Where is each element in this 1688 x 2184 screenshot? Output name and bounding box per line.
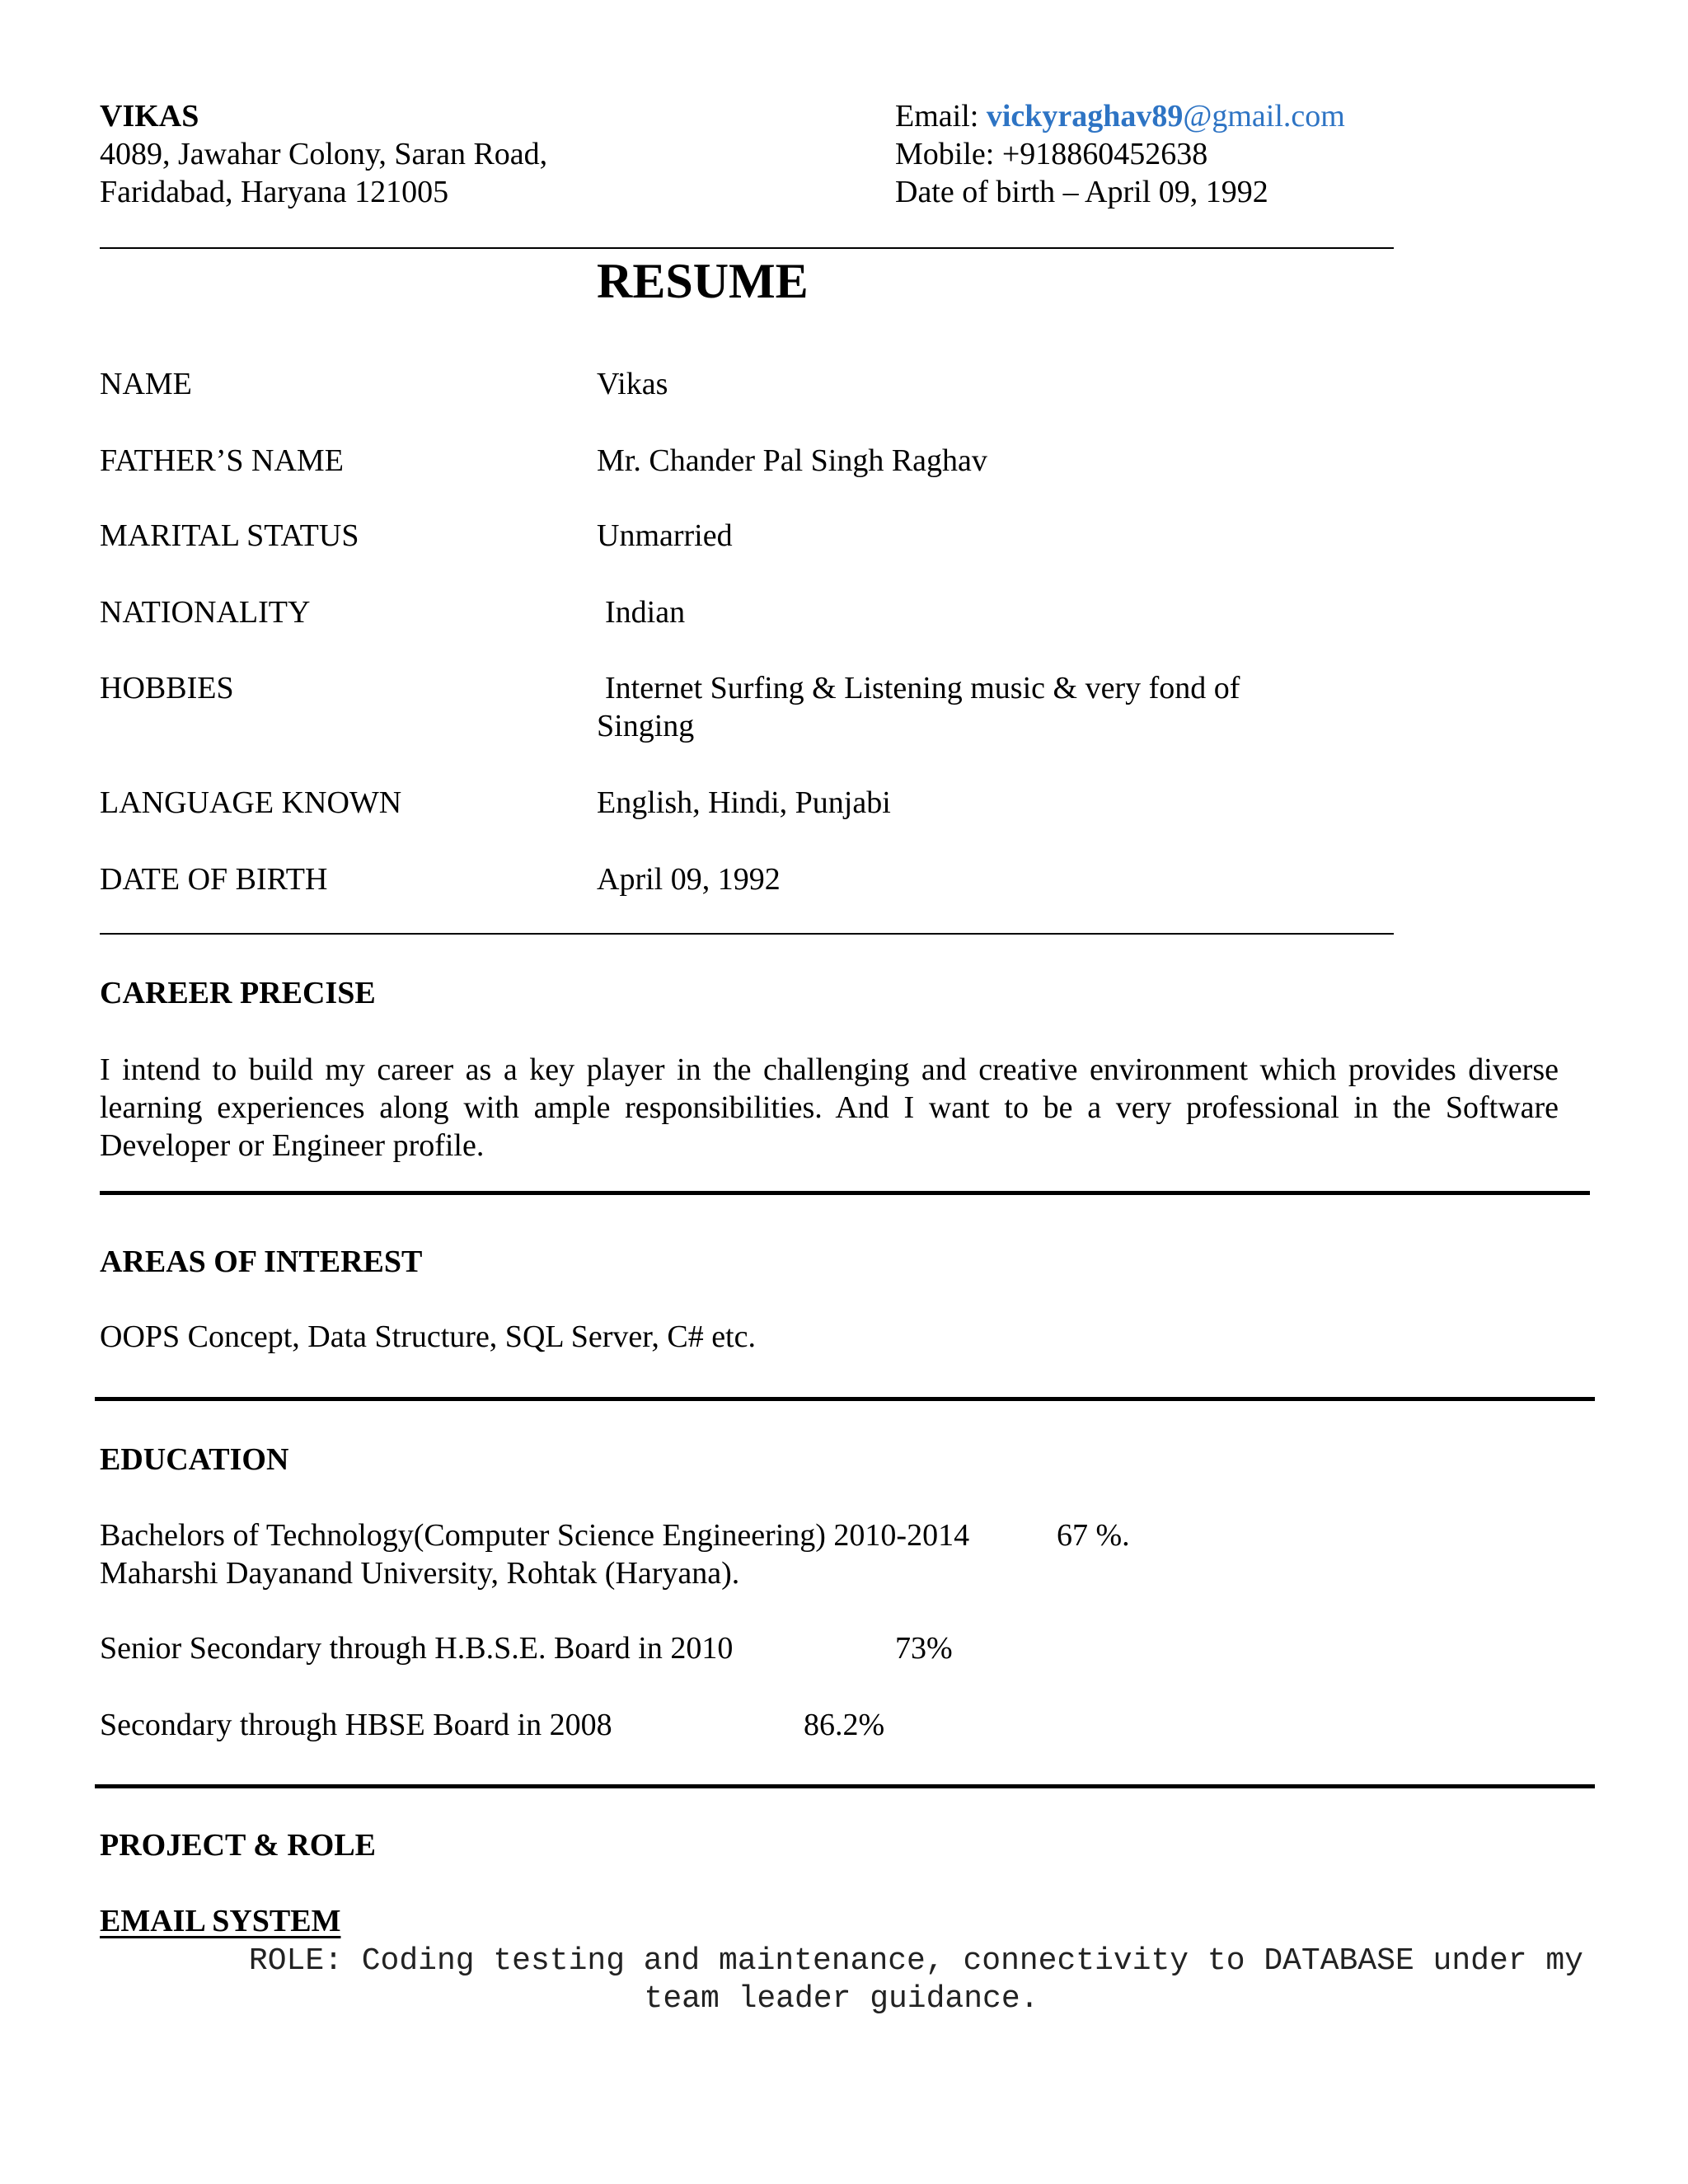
dob-line: Date of birth – April 09, 1992 [895,175,1268,209]
email-user: vickyraghav89 [986,99,1184,134]
project-heading: PROJECT & ROLE [100,1828,377,1863]
career-text: I intend to build my career as a key player in the challenging and creative environment which provides diverse learning experiences along with ample responsibilities. And I want to be a very professional in the Software Developer or Engineer profile. [100,1052,1559,1163]
personal-label-marital: MARITAL STATUS [100,518,359,553]
personal-value-father: Mr. Chander Pal Singh Raghav [597,443,987,478]
education-secondary-text: Secondary through HBSE Board in 2008 [100,1708,612,1742]
personal-label-name: NAME [100,367,192,401]
personal-value-language: English, Hindi, Punjabi [597,785,891,820]
header-divider [100,247,1394,249]
career-heading: CAREER PRECISE [100,976,376,1010]
interest-text: OOPS Concept, Data Structure, SQL Server, C# etc. [100,1319,756,1354]
personal-label-hobbies: HOBBIES [100,671,234,705]
education-btech-score: 67 %. [1057,1518,1130,1553]
personal-divider [100,933,1394,935]
education-heading: EDUCATION [100,1442,289,1477]
career-divider [100,1191,1590,1195]
personal-value-hobbies-cont: Singing [597,709,695,743]
resume-title: RESUME [597,254,809,308]
personal-value-nationality: Indian [605,595,686,630]
personal-value-dob: April 09, 1992 [597,862,781,897]
personal-value-name: Vikas [597,367,668,401]
project-role-line1: ROLE: Coding testing and maintenance, connectivity to DATABASE under my [248,1943,1583,1979]
interest-divider [95,1397,1595,1401]
address-line-2: Faridabad, Haryana 121005 [100,175,449,209]
personal-label-father: FATHER’S NAME [100,443,344,478]
education-btech-university: Maharshi Dayanand University, Rohtak (Haryana). [100,1556,740,1591]
education-secondary-score: 86.2% [804,1708,885,1742]
personal-value-hobbies: Internet Surfing & Listening music & very fond of [605,671,1240,705]
personal-label-nationality: NATIONALITY [100,595,311,630]
education-senior-score: 73% [895,1631,953,1666]
education-btech-line: Bachelors of Technology(Computer Science Engineering) 2010-2014 [100,1518,970,1553]
mobile-line: Mobile: +918860452638 [895,137,1208,171]
email-link[interactable] [987,99,1345,134]
project-role-line2: team leader guidance. [644,1981,1039,2017]
email-row [895,97,1345,135]
personal-label-language: LANGUAGE KNOWN [100,785,402,820]
personal-value-marital: Unmarried [597,518,733,553]
project-name: EMAIL SYSTEM [100,1904,341,1938]
address-line-1: 4089, Jawahar Colony, Saran Road, [100,137,548,171]
candidate-name-header: VIKAS [100,99,199,134]
interest-heading: AREAS OF INTEREST [100,1244,423,1279]
email-label: Email: [895,99,979,134]
education-divider [95,1784,1595,1788]
personal-label-dob: DATE OF BIRTH [100,862,328,897]
email-domain: @gmail.com [1183,99,1345,134]
education-senior-text: Senior Secondary through H.B.S.E. Board in 2010 [100,1631,734,1666]
